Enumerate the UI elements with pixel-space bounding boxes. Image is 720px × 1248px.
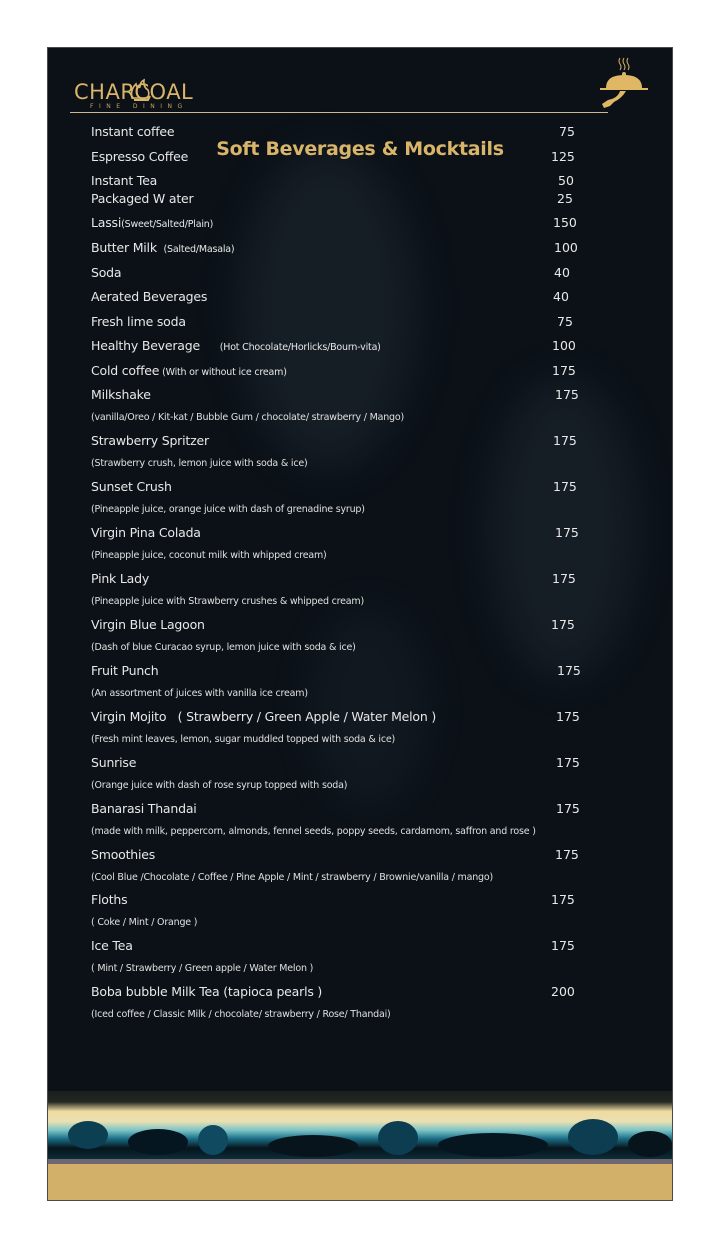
item-price: 175 [552,571,576,586]
item-price: 150 [553,215,577,230]
menu-item [91,338,381,353]
item-price: 75 [559,124,575,139]
brand-tagline: FINE DINING [90,103,188,110]
item-description: (Orange juice with dash of rose syrup topped with soda) [91,780,348,791]
menu-item [91,149,188,164]
item-name: Sunset Crush [91,479,172,494]
menu-item [91,663,158,678]
item-price: 175 [555,387,579,402]
item-price: 40 [554,265,570,280]
item-name: Pink Lady [91,571,150,586]
item-name: Sunrise [91,755,137,770]
item-name: Fresh lime soda [91,314,186,329]
item-options: (Sweet/Salted/Plain) [121,219,214,230]
item-price: 175 [551,617,575,632]
menu-item [91,571,149,586]
menu-item [91,265,121,280]
item-price: 175 [557,663,581,678]
item-description: ( Mint / Strawberry / Green apple / Water Melon ) [91,963,314,974]
item-name: Ice Tea [91,938,133,953]
item-price: 200 [551,984,575,999]
item-name: Boba bubble Milk Tea [91,984,220,999]
item-name: Virgin Blue Lagoon [91,617,205,632]
menu-item [91,847,155,862]
item-name: Lassi [91,215,122,230]
item-description: ( Coke / Mint / Orange ) [91,917,198,928]
item-name: Cold coffee [91,363,160,378]
menu-item [91,801,197,816]
item-price: 175 [553,479,577,494]
item-name: Soda [91,265,122,280]
menu-item [91,314,186,329]
menu-item [91,215,213,230]
item-name: Virgin Pina Colada [91,525,201,540]
item-price: 175 [556,709,580,724]
menu-item [91,984,322,999]
item-name: Smoothies [91,847,156,862]
menu-item [91,387,151,402]
item-options: (Hot Chocolate/Horlicks/Bourn-vita) [200,342,381,353]
item-name: Fruit Punch [91,663,159,678]
item-name: Strawberry Spritzer [91,433,209,448]
item-description: (made with milk, peppercorn, almonds, fennel seeds, poppy seeds, cardamom, saffron and rose ) [91,826,536,837]
item-name: Butter Milk [91,240,161,255]
item-description: (Dash of blue Curacao syrup, lemon juice with soda & ice) [91,642,356,653]
header-divider [70,112,608,113]
menu-item [91,124,174,139]
item-name: Milkshake [91,387,151,402]
item-price: 175 [555,525,579,540]
item-options: (With or without ice cream) [159,367,287,378]
menu-item [91,191,193,206]
item-price: 175 [555,847,579,862]
item-price: 100 [552,338,576,353]
item-description: (Pineapple juice, coconut milk with whipped cream) [91,550,327,561]
item-name: Floths [91,892,128,907]
menu-item [91,938,133,953]
item-description: (Strawberry crush, lemon juice with soda & ice) [91,458,308,469]
menu-item [91,363,287,378]
item-price: 25 [557,191,573,206]
flame-icon [128,78,152,104]
item-description: (vanilla/Oreo / Kit-kat / Bubble Gum / chocolate/ strawberry / Mango) [91,412,404,423]
menu-item [91,755,136,770]
smoke-decoration [308,608,428,808]
item-price: 175 [551,892,575,907]
item-price: 175 [553,433,577,448]
item-description: (An assortment of juices with vanilla ice cream) [91,688,308,699]
water-splash-decoration [48,1091,672,1159]
item-name: Aerated Beverages [91,289,208,304]
item-options: (tapioca pearls ) [219,984,323,999]
section-title: Soft Beverages & Mocktails [216,138,504,160]
item-options: ( Strawberry / Green Apple / Water Melon ) [166,709,437,724]
item-description: (Pineapple juice, orange juice with dash of grenadine syrup) [91,504,365,515]
item-name: Virgin Mojito [91,709,167,724]
item-description: (Fresh mint leaves, lemon, sugar muddled topped with soda & ice) [91,734,396,745]
item-price: 50 [558,173,574,188]
item-price: 40 [553,289,569,304]
item-description: (Iced coffee / Classic Milk / chocolate/ strawberry / Rose/ Thandai) [91,1009,391,1020]
item-price: 175 [552,363,576,378]
menu-item [91,479,172,494]
serving-cloche-icon [596,54,656,114]
item-price: 125 [551,149,575,164]
item-price: 175 [556,755,580,770]
menu-item [91,433,209,448]
menu-page [48,48,672,1200]
item-price: 75 [557,314,573,329]
menu-item [91,617,205,632]
item-name: Healthy Beverage [91,338,200,353]
menu-item [91,892,127,907]
menu-item [91,173,157,188]
menu-item [91,240,234,255]
item-name: Banarasi Thandai [91,801,197,816]
item-price: 175 [551,938,575,953]
item-name: Packaged W ater [91,191,194,206]
item-description: (Pineapple juice with Strawberry crushes & whipped cream) [91,596,364,607]
item-description: (Cool Blue /Chocolate / Coffee / Pine Apple / Mint / strawberry / Brownie/vanilla / mango) [91,872,493,883]
menu-item [91,709,436,724]
item-name: Espresso Coffee [91,149,189,164]
item-name: Instant Tea [91,173,158,188]
footer-gold-band [48,1164,672,1200]
menu-item [91,525,201,540]
item-name: Instant coffee [91,124,175,139]
menu-item [91,289,207,304]
item-price: 100 [554,240,578,255]
item-price: 175 [556,801,580,816]
brand-name-text: CHARCOAL [74,80,194,104]
item-options: (Salted/Masala) [160,244,235,255]
